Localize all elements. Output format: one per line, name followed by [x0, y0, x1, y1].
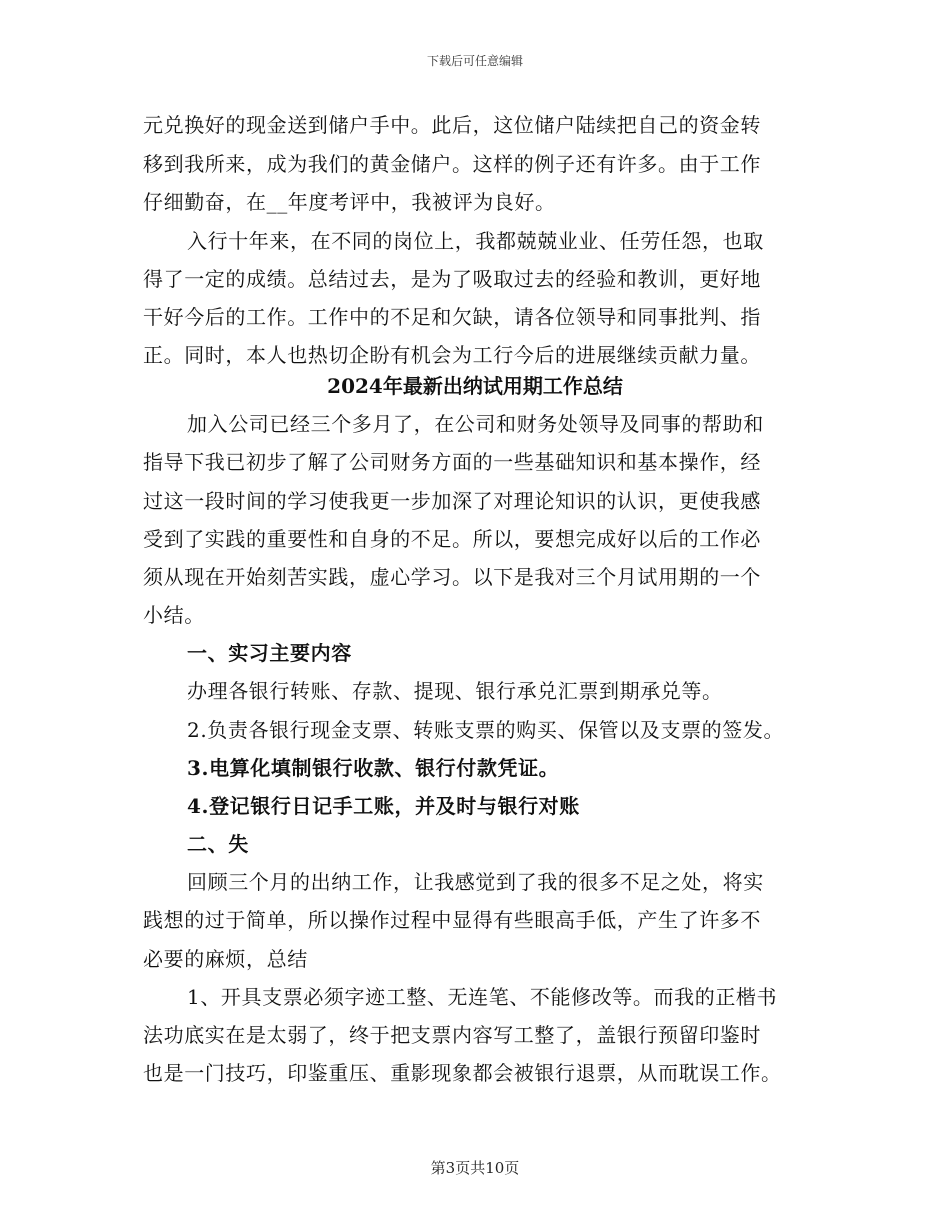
list-item: 3.电算化填制银行收款、银行付款凭证。	[187, 756, 560, 780]
body-line: 正。同时，本人也热切企盼有机会为工行今后的进展继续贡献力量。	[143, 343, 761, 367]
body-line: 1、开具支票必须字迹工整、无连笔、不能修改等。而我的正楷书	[187, 985, 778, 1009]
body-line: 得了一定的成绩。总结过去，是为了吸取过去的经验和教训，更好地	[143, 267, 761, 291]
body-line: 过这一段时间的学习使我更一步加深了对理论知识的认识，更使我感	[143, 489, 761, 513]
body-line: 受到了实践的重要性和自身的不足。所以，要想完成好以后的工作必	[143, 527, 761, 551]
body-line: 法功底实在是太弱了，终于把支票内容写工整了，盖银行预留印鉴时	[143, 1023, 761, 1047]
page-header: 下载后可任意编辑	[426, 54, 523, 68]
body-line: 必要的麻烦，总结	[143, 947, 308, 971]
list-item: 4.登记银行日记手工账，并及时与银行对账	[187, 794, 580, 818]
body-line: 践想的过于简单，所以操作过程中显得有些眼高手低，产生了许多不	[143, 908, 761, 932]
body-line: 须从现在开始刻苦实践，虚心学习。以下是我对三个月试用期的一个	[143, 565, 761, 589]
subheading: 一、实习主要内容	[187, 641, 352, 665]
body-line: 2.负责各银行现金支票、转账支票的购买、保管以及支票的签发。	[187, 718, 785, 742]
body-line: 元兑换好的现金送到储户手中。此后，这位储户陆续把自己的资金转	[143, 113, 761, 137]
page-footer: 第3页共10页	[430, 1159, 520, 1177]
body-line: 办理各银行转账、存款、提现、银行承兑汇票到期承兑等。	[187, 679, 723, 703]
subheading: 二、失	[187, 832, 249, 856]
body-line: 移到我所来，成为我们的黄金储户。这样的例子还有许多。由于工作	[143, 152, 761, 176]
body-line: 指导下我已初步了解了公司财务方面的一些基础知识和基本操作，经	[143, 450, 761, 474]
body-line: 小结。	[143, 603, 205, 627]
section-title: 2024年最新出纳试用期工作总结	[327, 374, 623, 398]
body-line: 回顾三个月的出纳工作，让我感觉到了我的很多不足之处，将实	[187, 870, 764, 894]
body-line: 仔细勤奋，在__年度考评中，我被评为良好。	[143, 190, 556, 214]
body-line: 加入公司已经三个多月了，在公司和财务处领导及同事的帮助和	[187, 412, 764, 436]
body-line: 也是一门技巧，印鉴重压、重影现象都会被银行退票，从而耽误工作。	[143, 1061, 782, 1085]
body-line: 干好今后的工作。工作中的不足和欠缺，请各位领导和同事批判、指	[143, 305, 761, 329]
body-line: 入行十年来，在不同的岗位上，我都兢兢业业、任劳任怨，也取	[187, 229, 764, 253]
